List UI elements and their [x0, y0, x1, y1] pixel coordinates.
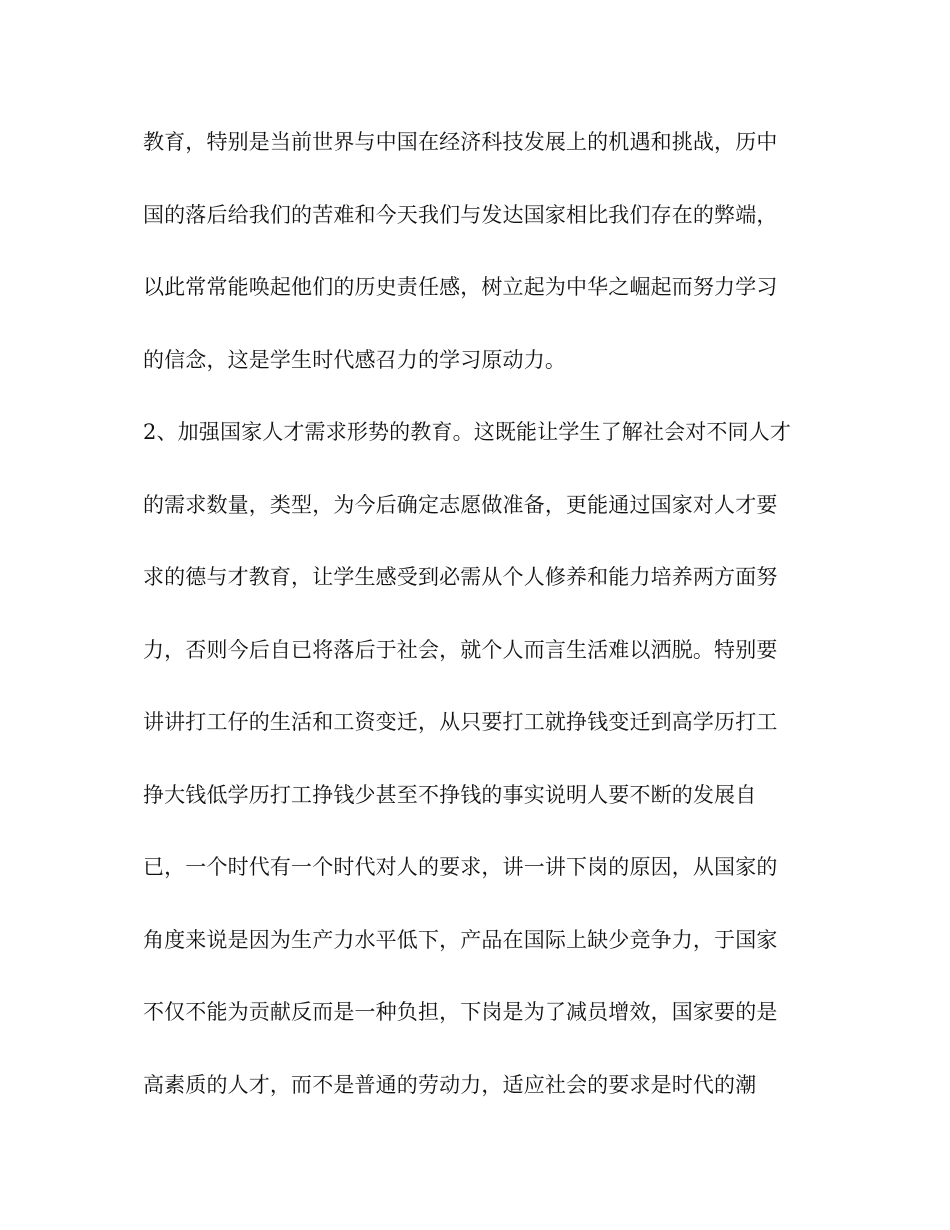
text-line: 以此常常能唤起他们的历史责任感，树立起为中华之崛起而努力学习 [143, 275, 778, 299]
text-line: 国的落后给我们的苦难和今天我们与发达国家相比我们存在的弊端， [143, 202, 778, 227]
text-line: 2、加强国家人才需求形势的教育。这既能让学生了解社会对不同人才 [143, 420, 792, 444]
text-line: 求的德与才教育，让学生感受到必需从个人修养和能力培养两方面努 [143, 565, 778, 589]
text-line: 的需求数量，类型，为今后确定志愿做准备，更能通过国家对人才要 [143, 492, 778, 517]
text-line: 力，否则今后自已将落后于社会，就个人而言生活难以洒脱。特别要 [143, 637, 778, 662]
text-line: 已，一个时代有一个时代对人的要求，讲一讲下岗的原因，从国家的 [143, 855, 778, 879]
text-line: 不仅不能为贡献反而是一种负担，下岗是为了减员增效，国家要的是 [143, 1000, 778, 1024]
text-line: 高素质的人才，而不是普通的劳动力，适应社会的要求是时代的潮 [143, 1072, 757, 1097]
text-line: 教育，特别是当前世界与中国在经济科技发展上的机遇和挑战，历中 [143, 130, 778, 154]
text-line: 的信念，这是学生时代感召力的学习原动力。 [143, 347, 566, 372]
text-line: 讲讲打工仔的生活和工资变迁，从只要打工就挣钱变迁到高学历打工 [143, 710, 778, 734]
text-line: 挣大钱低学历打工挣钱少甚至不挣钱的事实说明人要不断的发展自 [143, 782, 757, 807]
body-text [143, 124, 823, 1139]
text-line: 角度来说是因为生产力水平低下，产品在国际上缺少竞争力，于国家 [143, 927, 778, 952]
